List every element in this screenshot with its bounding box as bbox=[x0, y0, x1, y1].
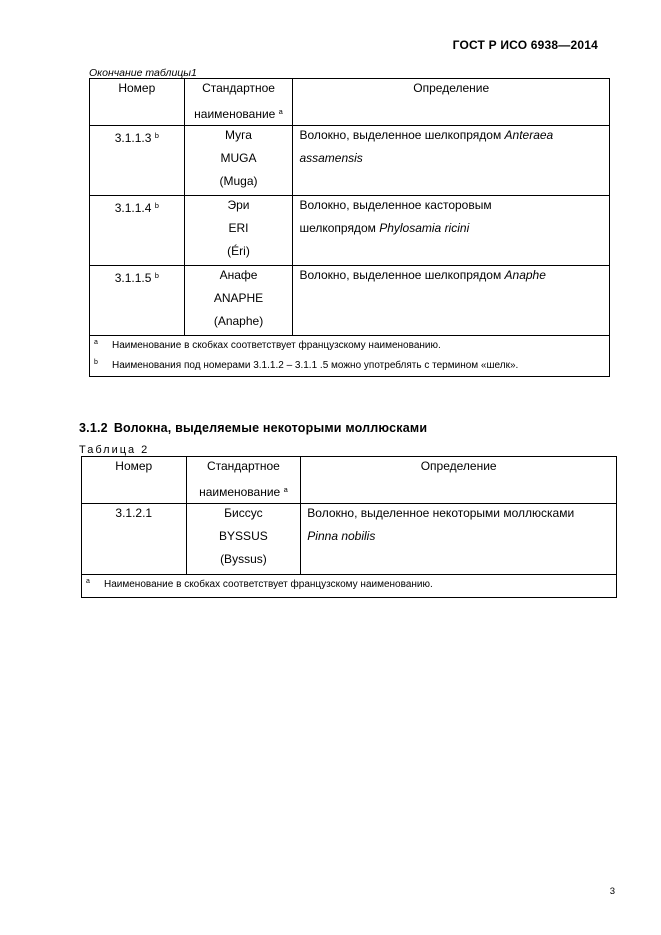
row-definition: Волокно, выделенное некоторыми моллюсками Pinna nobilis bbox=[301, 504, 617, 575]
row-number: 3.1.2.1 bbox=[82, 504, 187, 575]
header-number: Номер bbox=[90, 79, 185, 126]
table1 bbox=[89, 78, 610, 377]
table2-header-row bbox=[82, 457, 617, 504]
row-definition: Волокно, выделенное шелкопрядом Anaphe bbox=[293, 266, 610, 336]
header-definition: Определение bbox=[301, 457, 617, 504]
row-name: Муга MUGA (Muga) bbox=[184, 126, 293, 196]
table2 bbox=[81, 456, 617, 598]
table1-caption: Окончание таблицы1 bbox=[89, 67, 197, 79]
header-name: Стандартное наименование $^a$ bbox=[186, 457, 301, 504]
table1-notes bbox=[90, 336, 610, 377]
row-definition: Волокно, выделенное шелкопрядом Anteraea assamensis bbox=[293, 126, 610, 196]
table1-header-row bbox=[90, 79, 610, 126]
footnote: a Наименование в скобках соответствует французскому наименованию. bbox=[86, 578, 433, 590]
header-definition: Определение bbox=[293, 79, 610, 126]
section-heading: 3.1.2 Волокна, выделяемые некоторыми моллюсками bbox=[79, 421, 428, 435]
row-name: Эри ERI (Éri) bbox=[184, 196, 293, 266]
row-number: 3.1.1.5 $^b$ bbox=[90, 266, 185, 336]
table2-caption: Таблица 2 bbox=[79, 444, 150, 456]
footnote: b Наименования под номерами 3.1.1.2 – 3.1.1 .5 можно употреблять с термином «шелк». bbox=[94, 359, 519, 371]
row-number: 3.1.1.3 $^b$ bbox=[90, 126, 185, 196]
table2-notes-row bbox=[82, 575, 617, 598]
table-row bbox=[90, 126, 610, 196]
document-code: ГОСТ Р ИСО 6938—2014 bbox=[452, 38, 598, 52]
table-row bbox=[82, 504, 617, 575]
footnote: a Наименование в скобках соответствует французскому наименованию. bbox=[94, 339, 441, 351]
row-name: Биссус BYSSUS (Byssus) bbox=[186, 504, 301, 575]
table-row bbox=[90, 196, 610, 266]
header-name: Стандартное наименование $^a$ bbox=[184, 79, 293, 126]
row-name: Анафе ANAPHE (Anaphe) bbox=[184, 266, 293, 336]
row-number: 3.1.1.4 $^b$ bbox=[90, 196, 185, 266]
table-row bbox=[90, 266, 610, 336]
table2-notes bbox=[82, 575, 617, 598]
table1-notes-row bbox=[90, 336, 610, 377]
row-definition: Волокно, выделенное касторовым шелкопрядом Phylosamia ricini bbox=[293, 196, 610, 266]
header-number: Номер bbox=[82, 457, 187, 504]
page-number: 3 bbox=[609, 886, 615, 897]
